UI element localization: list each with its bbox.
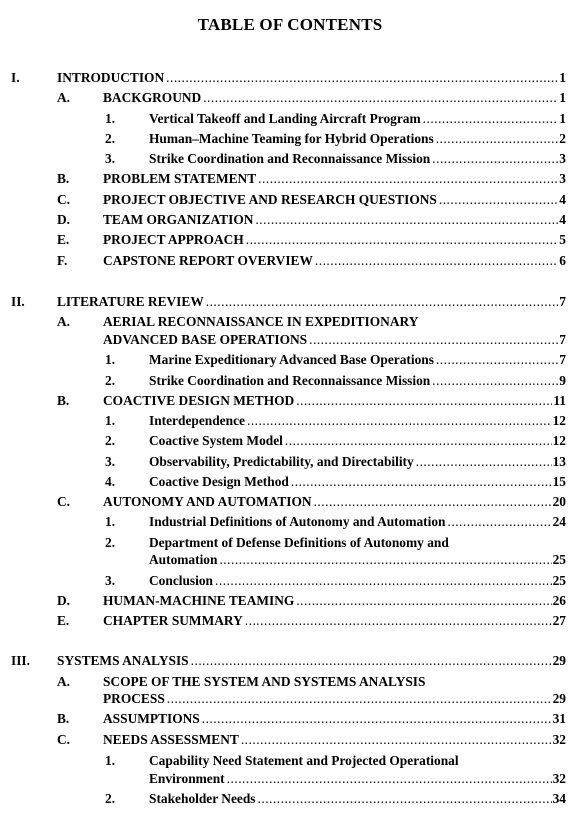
dot-leader [227, 770, 552, 787]
toc-page-number: 1 [559, 70, 566, 85]
toc-entry-number: C. [57, 494, 71, 509]
toc-entry[interactable] [149, 551, 566, 568]
toc-entry-number: E. [57, 232, 70, 247]
dot-leader [203, 89, 558, 106]
toc-page-number: 20 [552, 494, 566, 509]
toc-entry-number: D. [57, 212, 71, 227]
dot-leader [167, 690, 552, 707]
dot-leader [296, 392, 552, 409]
toc-entry-number: II. [11, 294, 25, 309]
toc-entry[interactable] [149, 351, 566, 368]
toc-entry[interactable] [103, 191, 566, 208]
toc-entry-number: 2. [105, 433, 116, 448]
toc-entry[interactable] [57, 652, 566, 669]
toc-entry-number: C. [57, 732, 71, 747]
toc-entry[interactable] [103, 331, 566, 348]
toc-entry-title: LITERATURE REVIEW [57, 294, 204, 309]
toc-page-number: 3 [559, 151, 566, 166]
toc-entry[interactable] [149, 770, 566, 787]
toc-entry-title: Automation [149, 552, 218, 567]
dot-leader [246, 231, 559, 248]
page-title: TABLE OF CONTENTS [197, 15, 383, 34]
toc-entry[interactable] [57, 293, 566, 310]
toc-page-number: 7 [559, 352, 566, 367]
toc-page-number: 26 [552, 593, 566, 608]
toc-entry-title: BACKGROUND [103, 90, 202, 105]
toc-entry-title: ASSUMPTIONS [103, 711, 200, 726]
toc-entry-number: 3. [105, 454, 116, 469]
dot-leader [219, 551, 551, 568]
toc-page-number: 27 [552, 613, 566, 628]
toc-entry[interactable] [103, 612, 566, 629]
toc-entry-title: Marine Expeditionary Advanced Base Operations [149, 352, 434, 367]
dot-leader [258, 790, 552, 807]
toc-entry[interactable] [103, 170, 566, 187]
dot-leader [241, 731, 552, 748]
toc-page-number: 31 [552, 711, 566, 726]
toc-entry-title: Coactive System Model [149, 433, 283, 448]
dot-leader [206, 293, 559, 310]
toc-entry-title-line1: Department of Defense Definitions of Autonomy and [149, 535, 449, 550]
toc-entry-number: 4. [105, 474, 116, 489]
toc-entry-title: ADVANCED BASE OPERATIONS [103, 332, 308, 347]
toc-entry-title-line1: AERIAL RECONNAISSANCE IN EXPEDITIONARY [103, 314, 419, 329]
toc-entry-title: PROJECT APPROACH [103, 232, 244, 247]
toc-entry-title: Interdependence [149, 413, 245, 428]
dot-leader [436, 130, 559, 147]
toc-entry[interactable] [103, 211, 566, 228]
toc-entry-title: Strike Coordination and Reconnaissance Mission [149, 373, 431, 388]
toc-entry-title: Conclusion [149, 573, 213, 588]
dot-leader [247, 412, 552, 429]
toc-entry-title: CAPSTONE REPORT OVERVIEW [103, 253, 313, 268]
toc-entry-number: F. [57, 253, 68, 268]
toc-entry-number: 2. [105, 373, 116, 388]
toc-entry[interactable] [149, 372, 566, 389]
toc-page-number: 29 [552, 653, 566, 668]
toc-entry[interactable] [149, 110, 566, 127]
dot-leader [166, 69, 558, 86]
toc-entry-title: INTRODUCTION [57, 70, 165, 85]
toc-entry-title: AUTONOMY AND AUTOMATION [103, 494, 312, 509]
toc-entry-title: Human–Machine Teaming for Hybrid Operations [149, 131, 434, 146]
dot-leader [436, 351, 558, 368]
toc-entry[interactable] [149, 790, 566, 807]
toc-page-number: 24 [552, 514, 566, 529]
dot-leader [432, 372, 558, 389]
toc-entry[interactable] [103, 392, 566, 409]
toc-entry-title-line1: SCOPE OF THE SYSTEM AND SYSTEMS ANALYSIS [103, 674, 426, 689]
toc-page-number: 15 [552, 474, 566, 489]
toc-entry[interactable] [103, 89, 566, 106]
toc-page-number: 32 [552, 732, 566, 747]
toc-page-number: 25 [552, 573, 566, 588]
toc-entry-title: PROBLEM STATEMENT [103, 171, 257, 186]
toc-entry[interactable] [103, 231, 566, 248]
toc-entry[interactable] [149, 412, 566, 429]
toc-entry-title: Environment [149, 771, 225, 786]
toc-entry-number: 2. [105, 791, 116, 806]
toc-entry[interactable] [149, 130, 566, 147]
toc-entry-number: B. [57, 711, 70, 726]
toc-entry-number: 1. [105, 111, 116, 126]
toc-entry-title: Stakeholder Needs [149, 791, 256, 806]
toc-entry[interactable] [149, 453, 566, 470]
toc-entry-title: PROCESS [103, 691, 165, 706]
dot-leader [258, 170, 558, 187]
toc-entry[interactable] [103, 592, 566, 609]
dot-leader [245, 612, 552, 629]
toc-entry[interactable] [149, 572, 566, 589]
toc-entry-number: C. [57, 192, 71, 207]
toc-entry-number: E. [57, 613, 70, 628]
toc-entry-title: Industrial Definitions of Autonomy and Automation [149, 514, 446, 529]
toc-entry-number: 3. [105, 151, 116, 166]
toc-entry[interactable] [103, 710, 566, 727]
toc-entry-title: TEAM ORGANIZATION [103, 212, 254, 227]
toc-page-number: 29 [552, 691, 566, 706]
toc-page-number: 4 [559, 212, 566, 227]
toc-entry[interactable] [103, 731, 566, 748]
toc-page-number: 13 [552, 454, 566, 469]
toc-page-number: 32 [552, 771, 566, 786]
toc-entry-number: 1. [105, 413, 116, 428]
toc-page-number: 34 [552, 791, 566, 806]
toc-page-number: 3 [559, 171, 566, 186]
dot-leader [202, 710, 552, 727]
toc-entry-title: PROJECT OBJECTIVE AND RESEARCH QUESTIONS [103, 192, 437, 207]
dot-leader [291, 473, 552, 490]
dot-leader [432, 150, 558, 167]
toc-page-number: 5 [559, 232, 566, 247]
dot-leader [315, 252, 558, 269]
toc-entry[interactable] [103, 690, 566, 707]
dot-leader [309, 331, 558, 348]
toc-entry-title: COACTIVE DESIGN METHOD [103, 393, 295, 408]
toc-page-number: 4 [559, 192, 566, 207]
toc-page-number: 6 [559, 253, 566, 268]
dot-leader [215, 572, 552, 589]
toc-entry-title: SYSTEMS ANALYSIS [57, 653, 189, 668]
toc-entry-number: A. [57, 314, 71, 329]
toc-entry-title: Strike Coordination and Reconnaissance Mission [149, 151, 431, 166]
dot-leader [314, 493, 552, 510]
toc-page-number: 7 [559, 332, 566, 347]
toc-entry-number: B. [57, 393, 70, 408]
toc-entry-number: A. [57, 90, 71, 105]
dot-leader [191, 652, 552, 669]
toc-entry[interactable] [149, 150, 566, 167]
toc-entry-number: 2. [105, 535, 116, 550]
toc-page-number: 1 [559, 90, 566, 105]
toc-page-number: 2 [559, 131, 566, 146]
toc-entry-number: 1. [105, 514, 116, 529]
toc-entry-number: III. [11, 653, 30, 668]
dot-leader [423, 110, 559, 127]
toc-entry[interactable] [149, 473, 566, 490]
dot-leader [439, 191, 558, 208]
toc-page-number: 7 [559, 294, 566, 309]
toc-entry[interactable] [103, 252, 566, 269]
toc-entry-number: D. [57, 593, 71, 608]
toc-entry-number: B. [57, 171, 70, 186]
toc-page-number: 11 [553, 393, 566, 408]
dot-leader [285, 432, 552, 449]
toc-page-number: 1 [559, 111, 566, 126]
toc-entry[interactable] [103, 493, 566, 510]
toc-entry-number: I. [11, 70, 20, 85]
dot-leader [296, 592, 551, 609]
toc-entry-title: CHAPTER SUMMARY [103, 613, 243, 628]
toc-entry[interactable] [149, 513, 566, 530]
dot-leader [255, 211, 558, 228]
toc-entry-title: HUMAN-MACHINE TEAMING [103, 593, 295, 608]
toc-entry[interactable] [149, 432, 566, 449]
toc-entry-title: NEEDS ASSESSMENT [103, 732, 239, 747]
toc-entry-title: Vertical Takeoff and Landing Aircraft Program [149, 111, 421, 126]
toc-entry-number: 3. [105, 573, 116, 588]
toc-entry-title: Coactive Design Method [149, 474, 289, 489]
dot-leader [416, 453, 552, 470]
toc-entry-title-line1: Capability Need Statement and Projected Operational [149, 753, 459, 768]
dot-leader [448, 513, 552, 530]
toc-entry-number: 1. [105, 352, 116, 367]
toc-entry-number: 2. [105, 131, 116, 146]
toc-page-number: 12 [552, 413, 566, 428]
toc-entry-number: A. [57, 674, 71, 689]
toc-page-number: 12 [552, 433, 566, 448]
toc-page-number: 25 [552, 552, 566, 567]
toc-entry[interactable] [57, 69, 566, 86]
toc-entry-title: Observability, Predictability, and Directability [149, 454, 414, 469]
toc-entry-number: 1. [105, 753, 116, 768]
toc-page-number: 9 [559, 373, 566, 388]
